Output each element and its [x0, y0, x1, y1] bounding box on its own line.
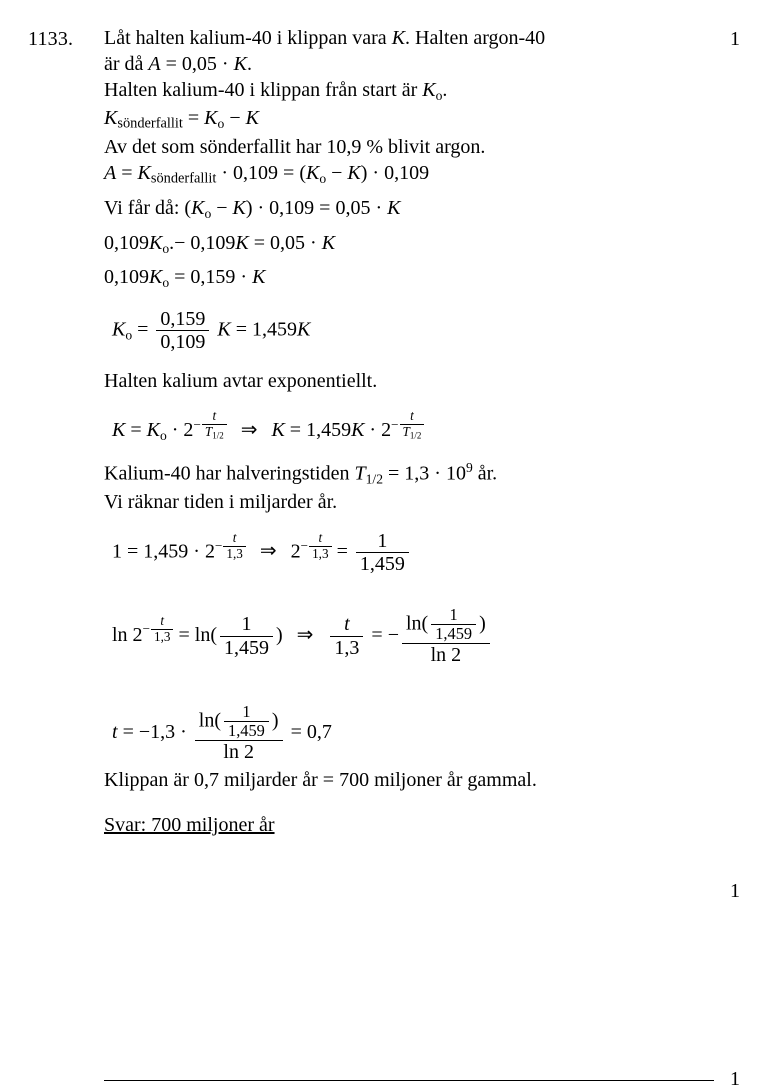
exponent-minus-t-over-13-2: − $\frac{t}{1,3}$ [301, 531, 332, 561]
solution-line-14: Vi räknar tiden i miljarder år. [104, 490, 338, 513]
solution-line-18: Klippan är 0,7 miljarder år = 700 miljoner år gammal. [104, 768, 537, 791]
fraction-1-over-1459-2: $\frac{1}{1,459}$ [220, 613, 273, 659]
mark-value-1: 1 [730, 28, 740, 50]
inner-fraction-1-over-1459-2: $\frac{1}{1,459}$ [224, 703, 269, 741]
solution-body [104, 28, 704, 837]
solution-line-7: Vi får då: $(K_o - K) \cdot 0,109 = 0,05 \cdot K$ [104, 197, 401, 222]
solution-line-9: $0,109K_o = 0,159 \cdot K$ [104, 266, 266, 290]
solution-line-2: är då A = 0,05 · K. [104, 53, 252, 75]
fraction-0159-0109: $\frac{0,159}{0,109}$ [156, 308, 209, 354]
implies-arrow-2: ⇒ [259, 540, 277, 563]
solution-line-17: t = −1,3 · ln( $\frac{1}{1,459}$ ) ln 2 = 0,7 [112, 701, 332, 764]
fraction-1-over-1459-1: $\frac{1}{1,459}$ [356, 530, 409, 576]
implies-arrow-1: ⇒ [240, 419, 258, 442]
footer-divider [104, 1080, 714, 1081]
solution-line-4: Ksönderfallit = $K_o - K$ [104, 107, 259, 132]
mark-value-2: 1 [730, 880, 740, 902]
solution-line-1: Låt halten kalium-40 i klippan vara K. Halten argon-40 [104, 27, 546, 49]
solution-line-6: A = Ksönderfallit · $0,109 = (K_o - K) \cdot 0,109$ [104, 162, 430, 187]
question-number: 1133. [28, 28, 74, 50]
fraction-t-over-13: $\frac{t}{1,3}$ [330, 613, 363, 659]
exponent-minus-t-over-13-3: − $\frac{t}{1,3}$ [143, 614, 174, 644]
solution-line-3: Halten kalium-40 i klippan från start är $K_o$. [104, 79, 448, 103]
mark-value-3: 1 [730, 1068, 740, 1090]
implies-arrow-3: ⇒ [296, 623, 314, 646]
fraction-ln-over-ln2-1: ln( $\frac{1}{1,459}$ ) ln 2 [402, 606, 490, 667]
exponent-minus-t-over-T-half-2: − $\frac{t}{T_{1/2}}$ [391, 409, 424, 441]
solution-line-11: Halten kalium avtar exponentiellt. [104, 370, 378, 393]
solution-line-13: Kalium-40 har halveringstiden $T_{1/2} = 1,3 \cdot 10^9$ år. [104, 459, 498, 487]
solution-line-5: Av det som sönderfallit har 10,9 % blivit argon. [104, 136, 486, 159]
inner-fraction-1-over-1459-1: $\frac{1}{1,459}$ [431, 606, 476, 644]
fraction-ln-over-ln2-2: ln( $\frac{1}{1,459}$ ) ln 2 [195, 703, 283, 764]
solution-line-15: 1 = 1,459 · 2− $\frac{t}{1,3}$ ⇒ 2− $\frac{t}{1,3}$ = $\frac{1}{1,459}$ [104, 530, 704, 576]
solution-line-12: $K = K_o \cdot 2-$ $\frac{t}{T_{1/2}}$ ⇒ K = 1,459K · 2− $\frac{t}{T_{1/2}}$ [104, 409, 704, 443]
solution-line-8: $0,109K_o.- 0,109K = 0,05 \cdot K$ [104, 231, 336, 256]
exponent-minus-t-over-13-1: − $\frac{t}{1,3}$ [215, 531, 246, 561]
exponent-minus-t-over-T-half-1: − $\frac{t}{T_{1/2}}$ [193, 409, 226, 441]
answer-line: Svar: 700 miljoner år [104, 813, 275, 836]
solution-line-16: ln 2− $\frac{t}{1,3}$ = ln( $\frac{1}{1,459}$ ) ⇒ $\frac{t}{1,3}$ = − ln( $\frac{1}{1,459}$ ) ln 2 [104, 606, 704, 667]
solution-line-10: $K_o$ = $\frac{0,159}{0,109}$ K = 1,459K [112, 307, 311, 353]
